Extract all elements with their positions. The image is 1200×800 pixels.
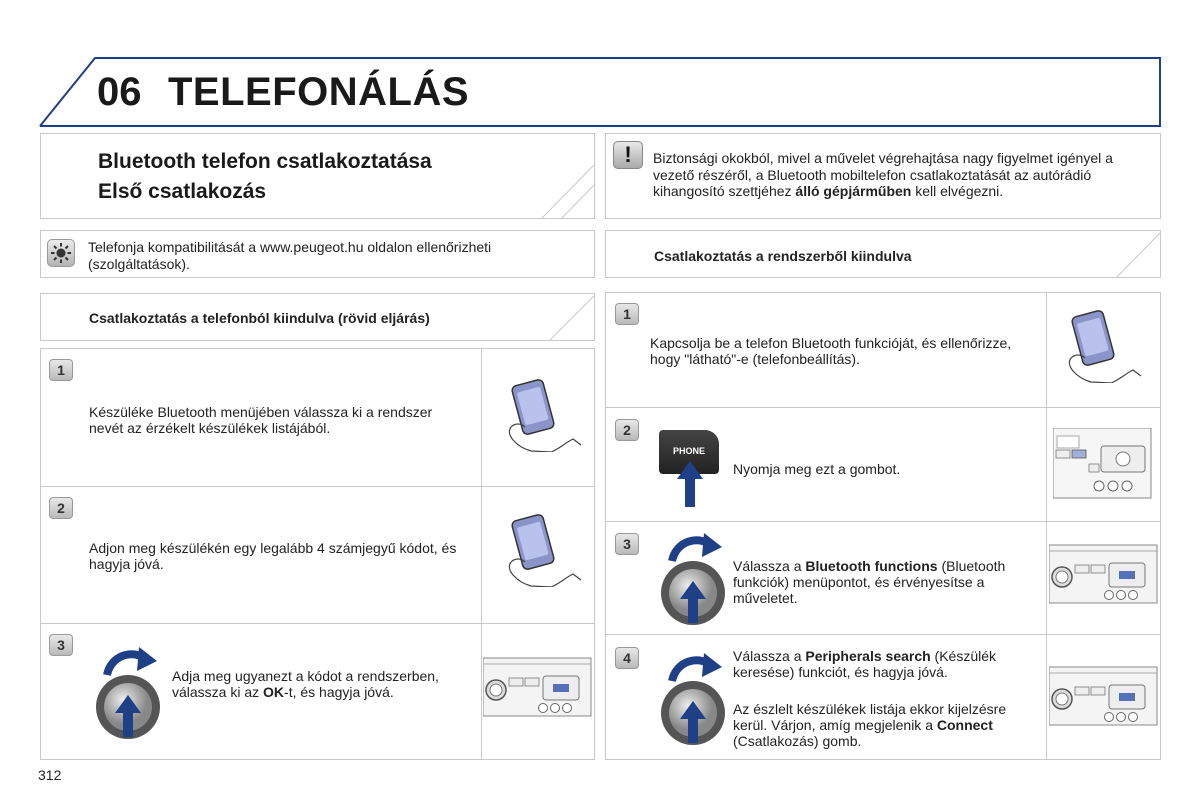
- warning-box: [605, 133, 1161, 219]
- chapter-header: [0, 56, 1162, 128]
- rotary-knob-icon: [658, 651, 728, 751]
- left-panel-heading: Csatlakoztatás a telefonból kiindulva (rövid eljárás): [89, 310, 430, 326]
- step-text: Válassza a Peripherals search (Készülék keresése) funkciót, és hagyja jóvá.: [733, 648, 997, 680]
- step-text-secondary: Az észlelt készülékek listája ekkor kijelzésre kerül. Várjon, amíg megjelenik a Connect (Csatlakozás) gomb.: [733, 701, 1007, 749]
- section-title-line2: Első csatlakozás: [98, 180, 267, 203]
- right-steps-box: [605, 292, 1161, 760]
- left-panel-heading-box: [40, 293, 595, 341]
- step-number-badge: 2: [615, 419, 639, 441]
- chapter-number: 06: [97, 70, 142, 114]
- step-number-badge: 1: [615, 303, 639, 325]
- step-text: Kapcsolja be a telefon Bluetooth funkcióját, és ellenőrizze, hogy "látható"-e (telefonbeállítás).: [650, 335, 1012, 367]
- radio-unit-icon: [483, 656, 593, 723]
- step-number-badge: 2: [49, 497, 73, 519]
- left-steps-box: [40, 348, 595, 760]
- phone-hand-icon: [503, 377, 583, 457]
- warning-text: Biztonsági okokból, mivel a művelet végrehajtása nagy figyelmet igényel a vezető részéről, a Bluetooth mobiltelefon csatlakoztatását az autórádió kihangosító szettjéhez álló gépjárműben kell elvégezni.: [653, 150, 1113, 199]
- section-title-box: [40, 133, 595, 219]
- step-text: Készüléke Bluetooth menüjében válassza ki a rendszer nevét az érzékelt készülékek listájából.: [89, 404, 433, 436]
- radio-unit-icon: [1049, 665, 1159, 732]
- warning-icon: !: [613, 141, 643, 169]
- page-number: 312: [38, 767, 62, 783]
- radio-unit-icon: [1053, 428, 1153, 505]
- step-number-badge: 1: [49, 359, 73, 381]
- tip-box: [40, 230, 595, 278]
- step-text: Nyomja meg ezt a gombot.: [733, 461, 901, 477]
- step-text: Válassza a Bluetooth functions (Bluetooth funkciók) menüpontot, és érvényesítse a műveletet.: [733, 558, 1006, 606]
- sun-tip-icon: [47, 239, 75, 267]
- phone-hand-icon: [503, 512, 583, 592]
- right-panel-heading-box: [605, 230, 1161, 278]
- arrow-icon: [677, 461, 703, 512]
- phone-button-label: PHONE: [672, 446, 705, 456]
- phone-hand-icon: [1063, 308, 1143, 388]
- tip-text: Telefonja kompatibilitását a www.peugeot.hu oldalon ellenőrizheti (szolgáltatások).: [88, 239, 492, 272]
- step-text: Adjon meg készülékén egy legalább 4 számjegyű kódot, és hagyja jóvá.: [89, 540, 457, 572]
- section-title-line1: Bluetooth telefon csatlakoztatása: [98, 150, 432, 173]
- step-number-badge: 3: [615, 533, 639, 555]
- rotary-knob-icon: [658, 531, 728, 631]
- radio-unit-icon: [1049, 543, 1159, 610]
- right-panel-heading: Csatlakoztatás a rendszerből kiindulva: [654, 248, 912, 264]
- rotary-knob-icon: [93, 645, 163, 745]
- step-number-badge: 4: [615, 647, 639, 669]
- chapter-title: TELEFONÁLÁS: [168, 70, 470, 114]
- step-text: Adja meg ugyanezt a kódot a rendszerben, válassza ki az OK-t, és hagyja jóvá.: [172, 668, 439, 700]
- step-number-badge: 3: [49, 634, 73, 656]
